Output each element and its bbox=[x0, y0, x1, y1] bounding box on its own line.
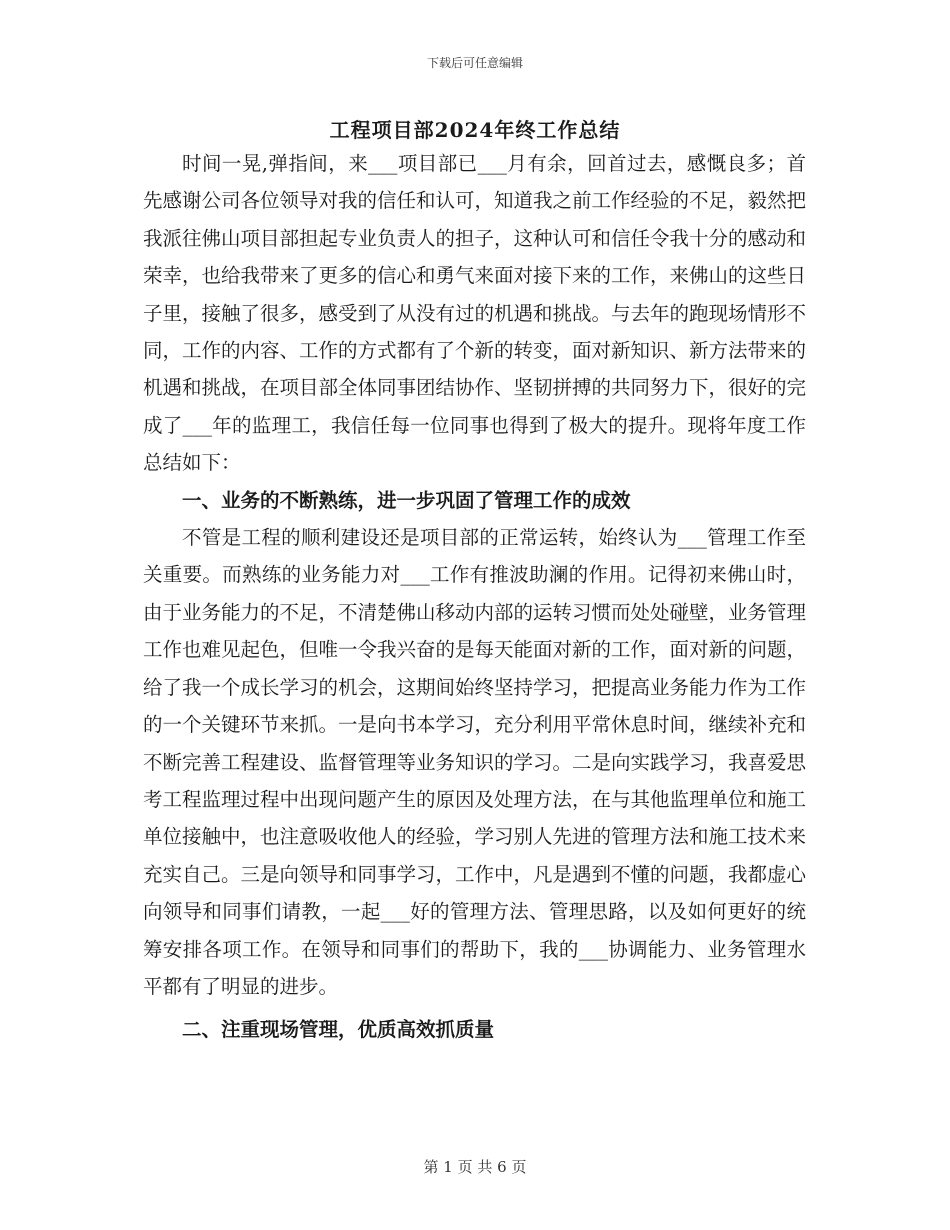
document-title: 工程项目部2024年终工作总结 bbox=[329, 118, 621, 142]
intro-paragraph: 时间一晃,弹指间，来___项目部已___月有余，回首过去，感慨良多；首先感谢公司各位领导对我的信任和认可，知道我之前工作经验的不足，毅然把我派往佛山项目部担起专业负责人的担子，这种认可和信任令我十分的感动和荣幸，也给我带来了更多的信心和勇气来面对接下来的工作，来佛山的这些日子里，接触了很多，感受到了从没有过的机遇和挑战。与去年的跑现场情形不同，工作的内容、工作的方式都有了个新的转变，面对新知识、新方法带来的机遇和挑战，在项目部全体同事团结协作、坚韧拼搏的共同努力下，很好的完成了___年的监理工，我信任每一位同事也得到了极大的提升。现将年度工作总结如下： bbox=[143, 152, 807, 475]
section-2-heading: 二、注重现场管理，优质高效抓质量 bbox=[182, 1018, 495, 1042]
section-1-paragraph: 不管是工程的顺利建设还是项目部的正常运转，始终认为___管理工作至关重要。而熟练的业务能力对___工作有推波助澜的作用。记得初来佛山时，由于业务能力的不足，不清楚佛山移动内部的运转习惯而处处碰壁，业务管理工作也难见起色，但唯一令我兴奋的是每天能面对新的工作，面对新的问题，给了我一个成长学习的机会，这期间始终坚持学习，把提高业务能力作为工作的一个关键环节来抓。一是向书本学习，充分利用平常休息时间，继续补充和不断完善工程建设、监督管理等业务知识的学习。二是向实践学习，我喜爱思考工程监理过程中出现问题产生的原因及处理方法，在与其他监理单位和施工单位接触中，也注意吸收他人的经验，学习别人先进的管理方法和施工技术来充实自己。三是向领导和同事学习，工作中，凡是遇到不懂的问题，我都虚心向领导和同事们请教，一起___好的管理方法、管理思路，以及如何更好的统筹安排各项工作。在领导和同事们的帮助下，我的___协调能力、业务管理水平都有了明显的进步。 bbox=[143, 526, 807, 998]
page-number: 第 1 页 共 6 页 bbox=[423, 1158, 527, 1176]
section-1-heading: 一、业务的不断熟练，进一步巩固了管理工作的成效 bbox=[182, 488, 631, 512]
header-note: 下载后可任意编辑 bbox=[426, 56, 523, 70]
document-body bbox=[143, 145, 806, 1049]
